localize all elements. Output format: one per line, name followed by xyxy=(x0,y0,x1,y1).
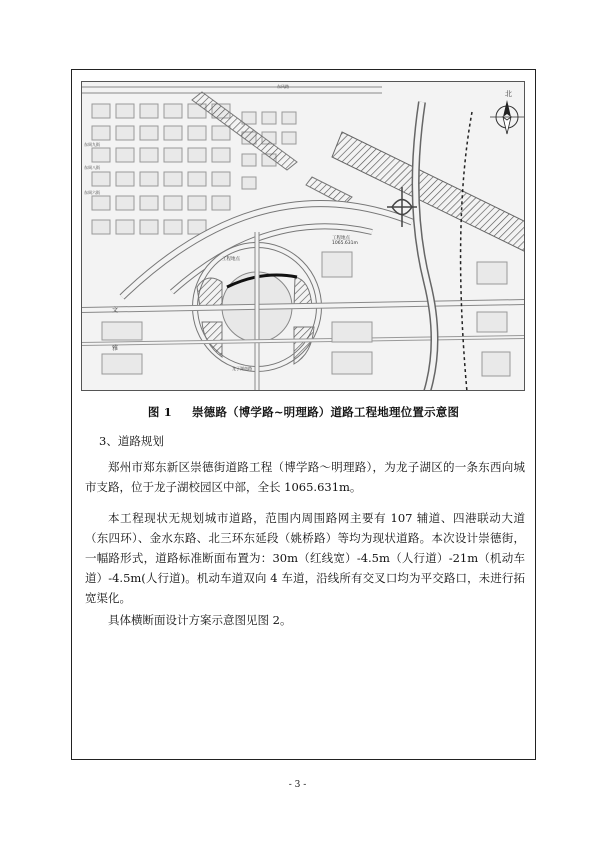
map-label-road-w3: 东周六街 xyxy=(84,190,100,195)
map-label-project: 工程地点 xyxy=(222,257,240,262)
map-label-road-w1: 东周九街 xyxy=(84,142,100,147)
paragraph-2: 本工程现状无规划城市道路，范围内周围路网主要有 107 辅道、四港联动大道（东四环）、金水东路、北三环东延段（姚桥路）等均为现状道路。本次设计崇德街，一幅路形式，道路标准断面布置为：30m（红线宽）-4.5m（人行道）-21m（机动车道）-4.5m(人行道)。机动车道双向 4 车道，沿线所有交叉口均为平交路口，未进行拓宽渠化。 xyxy=(85,511,525,605)
page-number: - 3 - xyxy=(288,780,307,790)
map-drawing xyxy=(82,82,525,391)
map-label-road-n1: 东风路 xyxy=(277,84,289,89)
paragraph-3: 具体横断面设计方案示意图见图 2。 xyxy=(108,613,292,627)
figure-title: 崇德路（博学路~明理路）道路工程地理位置示意图 xyxy=(191,405,460,419)
figure-caption xyxy=(71,404,536,420)
map-label-wen: 文 xyxy=(112,307,119,314)
figure-number: 图 1 xyxy=(147,405,172,419)
map-label-north: 北 xyxy=(505,90,512,98)
section-heading: 3、道路规划 xyxy=(99,434,164,448)
map-label-road-w2: 东周八街 xyxy=(84,165,100,170)
map-campus-block-1 xyxy=(197,278,222,307)
paragraph-1: 郑州市郑东新区崇德街道路工程（博学路～明理路），为龙子湖区的一条东西向城市支路，位于龙子湖校园区中部，全长 1065.631m。 xyxy=(85,460,525,494)
map-label-road-s: 龙子湖南路 xyxy=(232,366,252,371)
location-map xyxy=(81,81,525,391)
map-label-ya: 雅 xyxy=(112,345,119,352)
map-label-project-box: 工程地点 1065.631m xyxy=(332,236,358,246)
